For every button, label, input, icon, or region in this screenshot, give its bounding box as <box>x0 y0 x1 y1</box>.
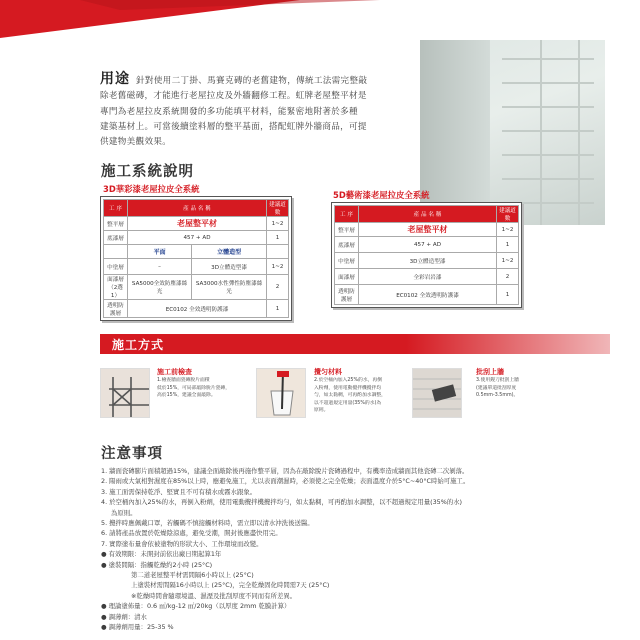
cell-subhead: 立體造型 <box>192 245 267 259</box>
table-5d <box>331 202 522 308</box>
cell-product: – <box>128 259 192 275</box>
step3-block <box>476 367 556 400</box>
step2-title: 攪匀材料 <box>314 368 342 376</box>
table-row <box>104 217 289 231</box>
cell-step: 面漆層（2選1） <box>104 275 128 300</box>
usage-line: 除老舊磁磚，才能進行老屋拉皮及外牆翻修工程。虹牌老屋整平材是 <box>100 91 367 102</box>
system-heading: 施工系統說明 <box>101 164 194 180</box>
note-item: 上塗裝材需間隔16小時以上 (25°C)，完全乾燥固化時間需7天 (25°C) <box>131 581 330 590</box>
table-row <box>335 269 519 285</box>
cell-product: EC0102 全效透明防護漆 <box>359 285 497 305</box>
col-header: 產 品 名 稱 <box>359 206 497 223</box>
table-row <box>335 223 519 237</box>
note-item: 第二道老屋整平材需間隔6小時以上 (25°C) <box>131 571 254 580</box>
note-item: ● 理論塗佈量：0.6 ㎡/kg-12 ㎡/20kg（以厚度 2mm 乾膜計算） <box>101 602 291 611</box>
table-row <box>104 231 289 245</box>
note-item: 7. 實際塗布量會依被塗物的形狀大小、工作環境而改變。 <box>101 539 263 548</box>
usage-line: 專門為老屋拉皮系統開發的多功能填平材料，能緊密地附著於多種 <box>100 106 358 117</box>
col-header: 建議道數 <box>267 200 289 217</box>
cell-product: SA5000全效防塵漆絲光 <box>128 275 192 300</box>
cell-step: 底漆層 <box>335 237 359 253</box>
cell-product: 457 + AD <box>359 237 497 253</box>
note-item: 5. 攪拌時應佩戴口罩，若觸碼不慎接觸材料時，需立即以清水沖洗後送醫。 <box>101 519 314 528</box>
cell-coats: 2 <box>267 275 289 300</box>
cell-coats: 1 <box>497 285 519 305</box>
step2-line: 勻，如太黏稠，可再酌加水調整， <box>314 393 386 399</box>
step3-line: (建議單道批刮厚度 <box>476 385 517 391</box>
note-item: 4. 於空桶內加入25%的水，再倒入粉劑，使用電動攪拌機攪拌均勻，如太黏稠，可再酌加水調整，以不超過規定用量(35%的水) <box>101 498 463 507</box>
table-row <box>104 245 289 259</box>
table-row <box>335 237 519 253</box>
cell-coats: 1 <box>497 237 519 253</box>
table-5d-title: 5D藝術漆老屋拉皮全系統 <box>333 190 430 200</box>
usage-line: 針對使用二丁掛、馬賽克磚的老舊建物，傳統工法需完整敲 <box>136 76 368 86</box>
col-header: 建議道數 <box>497 206 519 223</box>
cell-step: 中塗層 <box>335 253 359 269</box>
table-3d-title: 3D華彩漆老屋拉皮全系統 <box>103 184 200 194</box>
cell-coats: 1 <box>267 231 289 245</box>
usage-title: 用途 <box>100 71 130 87</box>
note-item: ● 調薄劑：清水 <box>101 612 147 621</box>
note-item: 1. 牆面瓷磚膨片面積超過15%，建議全面敲除後再施作整平層，因為在敲除脫片瓷磚過程中，有機率造成牆面其他瓷磚二次剝落。 <box>101 467 469 475</box>
step3-line: 0.5mm-3.5mm)。 <box>476 393 519 399</box>
cell-coats: 1~2 <box>267 217 289 231</box>
cell-product: SA3000水性彈性防塵漆絲光 <box>192 275 267 300</box>
cell-step: 透明防護層 <box>335 285 359 305</box>
cell-product: 3D立體造型漆 <box>192 259 267 275</box>
step2-line: 以不超過規定用量(35%的水)為 <box>314 400 382 406</box>
step1-line: 1.檢查牆面瓷磚脫片面積 <box>157 378 210 383</box>
col-header: 工 序 <box>104 200 128 217</box>
cell-step: 透明防護層 <box>104 300 128 318</box>
cell-step: 底漆層 <box>104 231 128 245</box>
step2-line: 入粉劑，使用電動攪拌機攪拌均 <box>314 385 382 391</box>
note-item: 3. 施工面需保持乾淨、堅實且不可有積水或霧水跟象。 <box>101 487 257 496</box>
step2-block <box>314 367 409 415</box>
step1-line: 低於15%，可局部敲除脫片瓷磚， <box>157 385 231 391</box>
cell-product: EC0102 全效透明防護漆 <box>128 300 267 318</box>
scaffold-icon <box>101 369 150 418</box>
bucket-mixer-icon <box>257 369 306 418</box>
table-3d <box>100 196 292 321</box>
building-photo <box>420 40 605 225</box>
trowel-wall-icon <box>413 369 462 418</box>
note-item: ● 有效期限：未開封前依出廠日期起算1年 <box>101 550 222 559</box>
cell-product: 457 + AD <box>128 231 267 245</box>
cell-step: 面漆層 <box>335 269 359 285</box>
usage-line: 供建物美觀效果。 <box>100 137 172 148</box>
cell-step: 中塗層 <box>104 259 128 275</box>
step1-block <box>157 367 257 400</box>
step1-image <box>100 368 150 418</box>
top-red-accent <box>80 0 380 10</box>
table-row <box>335 253 519 269</box>
note-item: 6. 請將產品放置於乾燥陰涼處，避免受潮，開封後應盡快用完。 <box>101 529 282 538</box>
cell-coats: 1~2 <box>497 253 519 269</box>
note-item: 2. 陽雨或大氣相對濕度在85%以上時，應避免施工，尤以表面潮濕時，必須使之完全乾燥；表面溫度介於5°C~40°C時始可施工。 <box>101 477 470 486</box>
table-row <box>104 259 289 275</box>
step3-title: 批刮上牆 <box>476 368 504 376</box>
usage-line: 建築基材上。可當後續塗料層的整平基面，搭配虹牌外牆商品，可提 <box>100 121 367 132</box>
cell-step: 整平層 <box>104 217 128 231</box>
note-item: ● 調薄劑用量：25-35 % <box>101 623 174 632</box>
step2-image <box>256 368 306 418</box>
col-header: 產 品 名 稱 <box>128 200 267 217</box>
cell-subhead: 平面 <box>128 245 192 259</box>
cell-product: 全彩岩岩漆 <box>359 269 497 285</box>
step3-image <box>412 368 462 418</box>
table-row <box>104 275 289 300</box>
note-item: 為原則。 <box>111 508 137 517</box>
notes-list <box>101 466 621 633</box>
cell-product: 老屋整平材 <box>359 223 497 237</box>
cell-product: 3D立體造型漆 <box>359 253 497 269</box>
step1-line: 高於15%，建議全面敲除。 <box>157 393 216 399</box>
col-header: 工 序 <box>335 206 359 223</box>
cell-coats: 2 <box>497 269 519 285</box>
table-row <box>104 300 289 318</box>
step2-line: 2.於空桶內加入25%的水，再倒 <box>314 378 383 383</box>
step2-line: 原則。 <box>314 408 329 414</box>
notes-heading: 注意事項 <box>101 446 163 462</box>
note-item: ● 塗裝間隔：指觸乾燥約2小時 (25°C) <box>101 560 213 569</box>
cell-step: 整平層 <box>335 223 359 237</box>
usage-intro <box>100 72 430 150</box>
method-banner <box>100 334 610 354</box>
step3-line: 3.使用鏝刀批刮上牆 <box>476 378 519 383</box>
method-banner-label: 施工方式 <box>112 338 165 352</box>
cell-coats: 1~2 <box>267 259 289 275</box>
note-item: ※乾燥時間會隨環境溫、濕溼及批刮厚度不同而有所差異。 <box>131 591 297 600</box>
cell-product: 老屋整平材 <box>128 217 267 231</box>
step1-title: 施工前檢查 <box>157 368 192 376</box>
cell-coats: 1 <box>267 300 289 318</box>
cell-coats: 1~2 <box>497 223 519 237</box>
table-row <box>335 285 519 305</box>
